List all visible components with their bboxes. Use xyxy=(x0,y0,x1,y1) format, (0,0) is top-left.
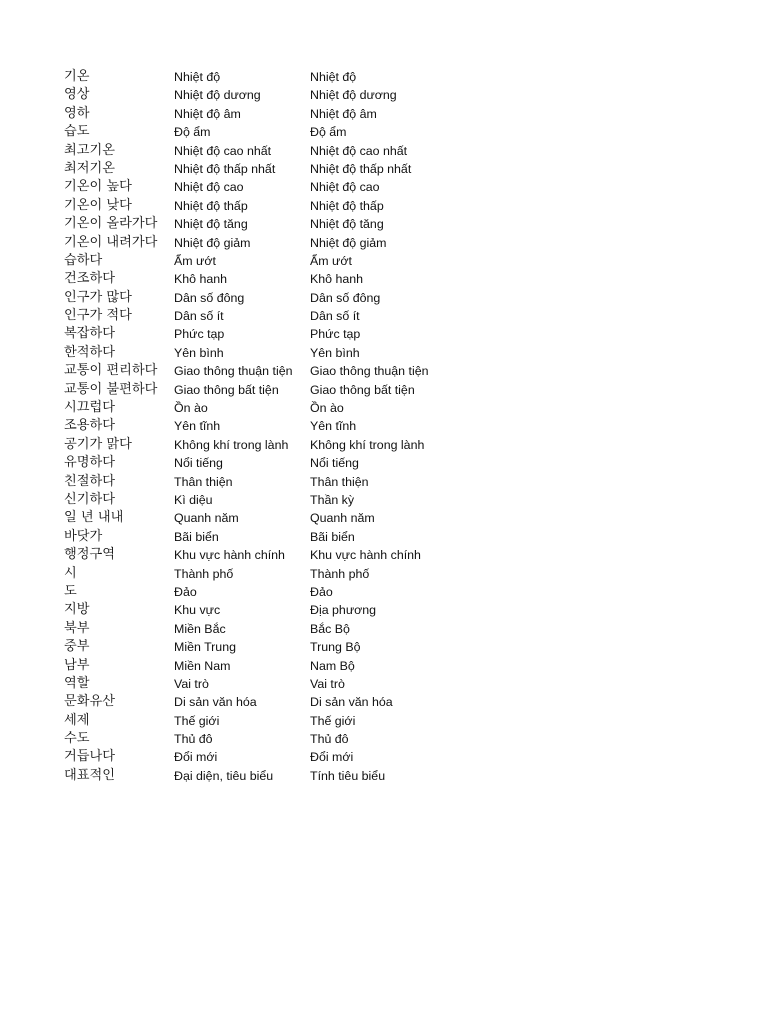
vietnamese-translation-2: Địa phương xyxy=(310,603,377,618)
vietnamese-translation-2: Nhiệt độ tăng xyxy=(310,217,384,232)
vocabulary-row xyxy=(64,693,744,711)
vietnamese-translation-1: Yên bình xyxy=(174,345,224,360)
vocabulary-row xyxy=(64,362,744,380)
vietnamese-translation-1: Giao thông bất tiện xyxy=(174,382,279,397)
vietnamese-translation-2: Nhiệt độ thấp nhất xyxy=(310,161,412,176)
vocabulary-row xyxy=(64,344,744,362)
vocabulary-row xyxy=(64,565,744,583)
vocabulary-row xyxy=(64,748,744,766)
vietnamese-translation-1: Nhiệt độ thấp xyxy=(174,198,248,213)
vocabulary-row xyxy=(64,675,744,693)
vietnamese-translation-2: Yên tĩnh xyxy=(310,419,357,434)
vocabulary-row xyxy=(64,197,744,215)
vocabulary-row xyxy=(64,417,744,435)
vietnamese-translation-1: Phức tạp xyxy=(174,327,225,342)
korean-term: 습하다 xyxy=(64,252,103,268)
vietnamese-translation-2: Nhiệt độ giảm xyxy=(310,235,387,250)
vietnamese-translation-2: Nhiệt độ xyxy=(310,70,357,84)
korean-term: 유명하다 xyxy=(64,455,115,471)
vietnamese-translation-2: Dân số đông xyxy=(310,290,381,305)
vietnamese-translation-2: Độ ẩm xyxy=(310,125,347,140)
korean-term: 습도 xyxy=(64,124,90,140)
vietnamese-translation-2: Nhiệt độ âm xyxy=(310,106,377,121)
korean-term: 최고기온 xyxy=(64,142,115,158)
vietnamese-translation-1: Miền Nam xyxy=(174,658,231,673)
korean-term: 인구가 적다 xyxy=(64,308,132,324)
vocabulary-row xyxy=(64,270,744,288)
vocabulary-row xyxy=(64,712,744,730)
vietnamese-translation-1: Giao thông thuận tiện xyxy=(174,364,293,379)
korean-term: 기온 xyxy=(64,69,90,84)
vietnamese-translation-1: Ồn ào xyxy=(174,401,208,416)
korean-term: 기온이 낮다 xyxy=(64,197,132,213)
vocabulary-row xyxy=(64,178,744,196)
vietnamese-translation-1: Thủ đô xyxy=(174,732,213,747)
vietnamese-translation-1: Bãi biển xyxy=(174,529,219,544)
korean-term: 역할 xyxy=(64,675,90,691)
vietnamese-translation-1: Nhiệt độ cao nhất xyxy=(174,143,272,158)
vietnamese-translation-1: Không khí trong lành xyxy=(174,437,289,452)
korean-term: 시끄럽다 xyxy=(64,400,115,416)
korean-term: 지방 xyxy=(64,602,90,618)
vietnamese-translation-1: Đổi mới xyxy=(174,750,218,765)
vietnamese-translation-2: Giao thông thuận tiện xyxy=(310,364,429,379)
vietnamese-translation-1: Nhiệt độ dương xyxy=(174,88,261,103)
vocabulary-row xyxy=(64,436,744,454)
vietnamese-translation-1: Đảo xyxy=(174,584,197,599)
vocabulary-row xyxy=(64,86,744,104)
korean-term: 기온이 내려가다 xyxy=(64,234,158,250)
vocabulary-row xyxy=(64,620,744,638)
vietnamese-translation-1: Nổi tiếng xyxy=(174,456,223,471)
vietnamese-translation-2: Thủ đô xyxy=(310,732,349,747)
vietnamese-translation-2: Yên bình xyxy=(310,345,360,360)
vietnamese-translation-2: Không khí trong lành xyxy=(310,437,425,452)
vietnamese-translation-2: Giao thông bất tiện xyxy=(310,382,415,397)
vietnamese-translation-1: Khu vực xyxy=(174,603,221,618)
vietnamese-translation-1: Vai trò xyxy=(174,676,209,691)
vietnamese-translation-1: Miền Trung xyxy=(174,640,236,655)
vocabulary-row xyxy=(64,68,744,86)
vietnamese-translation-2: Nam Bộ xyxy=(310,658,355,673)
vietnamese-translation-1: Nhiệt độ tăng xyxy=(174,217,248,232)
vocabulary-row xyxy=(64,215,744,233)
vietnamese-translation-1: Nhiệt độ cao xyxy=(174,180,244,195)
vocabulary-row xyxy=(64,234,744,252)
vietnamese-translation-2: Khu vực hành chính xyxy=(310,548,421,563)
korean-term: 신기하다 xyxy=(64,491,115,507)
vietnamese-translation-1: Nhiệt độ âm xyxy=(174,106,241,121)
vietnamese-translation-2: Thành phố xyxy=(310,566,370,581)
vietnamese-translation-1: Khô hanh xyxy=(174,272,228,287)
vocabulary-row xyxy=(64,509,744,527)
vietnamese-translation-1: Dân số ít xyxy=(174,309,224,324)
vietnamese-translation-1: Thành phố xyxy=(174,566,234,581)
vietnamese-translation-2: Dân số ít xyxy=(310,309,360,324)
vietnamese-translation-2: Nhiệt độ cao xyxy=(310,180,380,195)
vietnamese-translation-1: Nhiệt độ thấp nhất xyxy=(174,161,276,176)
vietnamese-translation-2: Bắc Bộ xyxy=(310,621,350,636)
korean-term: 교통이 불편하다 xyxy=(64,381,158,397)
vocabulary-table xyxy=(64,68,744,785)
korean-term: 중부 xyxy=(64,639,90,655)
vocabulary-row xyxy=(64,730,744,748)
vietnamese-translation-2: Ồn ào xyxy=(310,401,344,416)
vietnamese-translation-2: Trung Bộ xyxy=(310,640,361,655)
vietnamese-translation-2: Ẩm ướt xyxy=(310,253,352,268)
korean-term: 문화유산 xyxy=(64,694,115,710)
vietnamese-translation-1: Độ ẩm xyxy=(174,125,211,140)
korean-term: 친절하다 xyxy=(64,473,115,489)
vietnamese-translation-1: Khu vực hành chính xyxy=(174,548,285,563)
vietnamese-translation-1: Đại diện, tiêu biểu xyxy=(174,768,274,783)
korean-term: 일 년 내내 xyxy=(64,510,124,526)
vietnamese-translation-2: Quanh năm xyxy=(310,511,375,526)
vocabulary-row xyxy=(64,454,744,472)
vocabulary-row xyxy=(64,105,744,123)
korean-term: 건조하다 xyxy=(64,271,115,287)
vocabulary-row xyxy=(64,381,744,399)
korean-term: 수도 xyxy=(64,731,90,747)
korean-term: 영하 xyxy=(64,105,90,121)
vietnamese-translation-2: Bãi biển xyxy=(310,529,355,544)
korean-term: 북부 xyxy=(64,620,90,636)
korean-term: 대표적인 xyxy=(64,767,115,783)
vocabulary-row xyxy=(64,638,744,656)
korean-term: 공기가 맑다 xyxy=(64,436,132,452)
vietnamese-translation-2: Nổi tiếng xyxy=(310,456,359,471)
vocabulary-row xyxy=(64,399,744,417)
korean-term: 남부 xyxy=(64,657,90,673)
vocabulary-row xyxy=(64,601,744,619)
vietnamese-translation-1: Thế giới xyxy=(174,713,220,728)
vietnamese-translation-1: Miền Bắc xyxy=(174,621,226,636)
korean-term: 최저기온 xyxy=(64,160,115,176)
vocabulary-row xyxy=(64,473,744,491)
vocabulary-row xyxy=(64,657,744,675)
vietnamese-translation-2: Nhiệt độ cao nhất xyxy=(310,143,408,158)
vietnamese-translation-1: Nhiệt độ xyxy=(174,70,221,84)
korean-term: 세제 xyxy=(64,712,90,728)
vietnamese-translation-2: Vai trò xyxy=(310,676,345,691)
korean-term: 기온이 높다 xyxy=(64,179,132,195)
vietnamese-translation-2: Thần kỳ xyxy=(310,492,355,507)
korean-term: 거듭나다 xyxy=(64,749,115,765)
vietnamese-translation-1: Yên tĩnh xyxy=(174,419,221,434)
vocabulary-row xyxy=(64,325,744,343)
vietnamese-translation-2: Đảo xyxy=(310,584,333,599)
vocabulary-row xyxy=(64,546,744,564)
vietnamese-translation-1: Dân số đông xyxy=(174,290,245,305)
vietnamese-translation-2: Tính tiêu biểu xyxy=(310,768,386,783)
korean-term: 시 xyxy=(64,565,77,581)
vocabulary-row xyxy=(64,583,744,601)
korean-term: 조용하다 xyxy=(64,418,115,434)
vietnamese-translation-1: Di sản văn hóa xyxy=(174,695,257,710)
vietnamese-translation-2: Nhiệt độ thấp xyxy=(310,198,384,213)
korean-term: 영상 xyxy=(64,87,90,103)
vietnamese-translation-2: Nhiệt độ dương xyxy=(310,88,397,103)
korean-term: 바닷가 xyxy=(64,528,103,544)
vocabulary-row xyxy=(64,289,744,307)
vietnamese-translation-2: Thế giới xyxy=(310,713,356,728)
vocabulary-row xyxy=(64,491,744,509)
vocabulary-row xyxy=(64,160,744,178)
korean-term: 기온이 올라가다 xyxy=(64,216,158,232)
korean-term: 행정구역 xyxy=(64,547,115,563)
vocabulary-row xyxy=(64,767,744,785)
vietnamese-translation-2: Đổi mới xyxy=(310,750,354,765)
vietnamese-translation-1: Nhiệt độ giảm xyxy=(174,235,251,250)
vietnamese-translation-2: Thân thiện xyxy=(310,474,369,489)
vocabulary-row xyxy=(64,252,744,270)
korean-term: 인구가 많다 xyxy=(64,289,132,305)
vietnamese-translation-2: Khô hanh xyxy=(310,272,364,287)
vocabulary-row xyxy=(64,528,744,546)
korean-term: 교통이 편리하다 xyxy=(64,363,158,379)
vocabulary-row xyxy=(64,142,744,160)
vietnamese-translation-1: Quanh năm xyxy=(174,511,239,526)
korean-term: 도 xyxy=(64,583,77,599)
vietnamese-translation-2: Di sản văn hóa xyxy=(310,695,393,710)
korean-term: 한적하다 xyxy=(64,344,115,360)
korean-term: 복잡하다 xyxy=(64,326,115,342)
vietnamese-translation-1: Kì diệu xyxy=(174,492,213,507)
vocabulary-row xyxy=(64,123,744,141)
vocabulary-row xyxy=(64,307,744,325)
vietnamese-translation-2: Phức tạp xyxy=(310,327,361,342)
vietnamese-translation-1: Ẩm ướt xyxy=(174,253,216,268)
vietnamese-translation-1: Thân thiện xyxy=(174,474,233,489)
